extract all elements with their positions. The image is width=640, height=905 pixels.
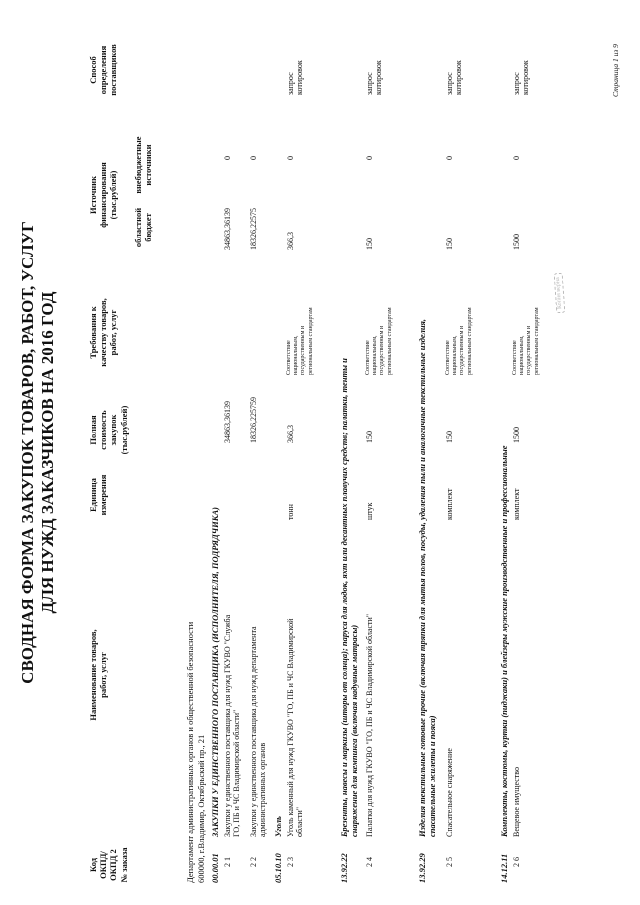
header-code-line: ОКПД/: [98, 851, 109, 879]
header-code-line: Код: [88, 857, 98, 873]
row-req-line: Соответствие: [365, 340, 371, 375]
header-extra-line: источники: [143, 144, 154, 186]
row-cost: 1500: [512, 427, 521, 443]
section-code: 00.00.01: [210, 853, 220, 883]
row-name-line: Закупки у единственного поставщика для нужд департамента: [249, 626, 258, 837]
row-req-line: национальным,: [372, 335, 379, 375]
row-unit: комплект: [445, 488, 454, 520]
section-title: ЗАКУПКИ У ЕДИНСТВЕННОГО ПОСТАВЩИКА (ИСПОЛНИТЕЛЯ, ПОДРЯДЧИКА): [210, 506, 220, 837]
row-extrabudgetary: 0: [249, 156, 258, 160]
row-name-line: ГО, ПБ и ЧС Владимирской области": [232, 709, 242, 837]
header-cost: [88, 400, 129, 460]
row-name-line: Закупки у единственного поставщика для нужд ГКУВО "Служба: [223, 614, 232, 837]
row-requirements: [365, 280, 394, 375]
header-code-line: № заказа: [118, 847, 129, 883]
row-cost: 150: [445, 431, 454, 443]
row-req-line: национальным,: [452, 335, 459, 375]
header-unit-line: измерения: [98, 474, 109, 516]
row-req-line: государственным и: [526, 325, 533, 375]
header-unit-line: Единица: [88, 478, 98, 512]
row-method-line: запрос: [286, 72, 295, 95]
row-name-line: Спасательное снаряжение: [445, 748, 454, 837]
header-code: [88, 825, 129, 905]
header-cost-line: Полная: [88, 415, 98, 445]
row-name: [286, 517, 304, 837]
row-req-line: Соответствие: [445, 340, 451, 375]
header-cost-line: закупок: [108, 414, 119, 446]
header-method-line: Способ: [88, 56, 98, 84]
header-source-line: финансирования: [98, 162, 109, 228]
row-requirements: [445, 280, 474, 375]
header-name: [88, 525, 108, 825]
header-funding-source: [88, 130, 119, 260]
header-req-line: Требования к: [88, 306, 98, 359]
section-code: 14.12.11: [499, 853, 509, 883]
header-budget-line: бюджет: [143, 213, 154, 242]
row-extrabudgetary: 0: [512, 156, 521, 160]
row-name-line: Уголь каменный для нужд ГКУВО "ГО, ПБ и ЧС Владимирской: [286, 618, 295, 837]
row-regional-budget: 1500: [512, 234, 521, 250]
section-title-line: спасательные жилеты и пояса): [426, 715, 437, 837]
row-req-line: государственным и: [459, 325, 466, 375]
row-name-line: Вещевое имущество: [512, 767, 521, 837]
header-budget-line: областной: [133, 207, 143, 248]
row-method-line: котировок: [374, 60, 384, 95]
row-req-line: государственным и: [379, 325, 386, 375]
row-method: [286, 60, 304, 95]
row-unit: штук: [365, 502, 374, 520]
section-title: [340, 7, 360, 837]
row-name: [512, 517, 521, 837]
row-name-line: административных органов: [258, 742, 268, 837]
section-title-line: Брезенты, навесы и маркизы (шторы от солнца); паруса для лодок, яхт или десантных плавучих средств; палатки, тенты и: [339, 358, 349, 837]
row-unit: комплект: [512, 488, 521, 520]
header-name-line: работ, услуг: [98, 652, 109, 698]
row-number: 2 2: [249, 857, 258, 867]
row-method: [365, 60, 383, 95]
row-req-line: региональным стандартам: [307, 307, 314, 375]
row-number: 2 6: [512, 857, 521, 867]
row-cost: 34863,36139: [223, 401, 232, 443]
page-number: Страница 1 из 9: [611, 44, 620, 97]
header-requirements: [88, 285, 119, 380]
section-title: Комплекты, костюмы, куртки (пиджаки) и блейзеры мужские производственные и профессиональные: [499, 445, 509, 837]
row-method-line: запрос: [445, 72, 454, 95]
header-source-line: Источник: [88, 176, 98, 214]
row-number: 2 3: [286, 857, 295, 867]
section-title-line: снаряжение для кемпинга (включая надувные матрасы): [348, 624, 359, 837]
row-method-line: запрос: [365, 72, 374, 95]
row-requirements: [512, 280, 541, 375]
section-title-line: Изделия текстильные готовые прочие (включая тряпки для мытья полов, посуды, удаления пыли и аналогичные текстильные изделия,: [417, 318, 427, 837]
row-name: [249, 517, 267, 837]
section-code: 05.10.10: [273, 853, 283, 883]
header-method: [88, 25, 119, 115]
row-req-line: Соответствие: [512, 340, 518, 375]
row-extrabudgetary: 0: [223, 156, 232, 160]
row-extrabudgetary: 0: [365, 156, 374, 160]
section-title: [418, 7, 438, 837]
header-code-line: ОКПД 2: [108, 849, 119, 881]
row-req-line: Соответствие: [286, 340, 292, 375]
row-name-line: Палатки для нужд ГКУВО "ГО, ПБ и ЧС Владимирской области": [365, 613, 374, 837]
organization-name: Департамент административных органов и общественной безопасности: [185, 621, 195, 883]
header-regional-budget: [133, 200, 153, 255]
section-code: 13.92.29: [417, 853, 427, 883]
row-req-line: региональным стандартам: [533, 307, 540, 375]
header-cost-line: (тыс.рублей): [118, 405, 129, 455]
header-method-line: поставщиков: [108, 44, 119, 96]
row-method: [445, 60, 463, 95]
row-number: 2 1: [223, 857, 232, 867]
header-unit: [88, 460, 108, 530]
row-unit: тонн: [286, 504, 295, 520]
header-method-line: определения: [98, 45, 109, 95]
row-req-line: региональным стандартам: [386, 307, 393, 375]
document-title-line-2: ДЛЯ НУЖД ЗАКАЗЧИКОВ НА 2016 ГОД: [38, 291, 57, 614]
header-name-line: Наименование товаров,: [88, 629, 98, 721]
section-title: Уголь: [273, 816, 283, 837]
row-regional-budget: 150: [365, 238, 374, 250]
row-regional-budget: 366,3: [286, 232, 295, 250]
row-req-line: национальным,: [293, 335, 300, 375]
header-extra-line: внебюджетные: [133, 136, 143, 194]
row-extrabudgetary: 0: [445, 156, 454, 160]
row-name: [365, 517, 374, 837]
row-regional-budget: 150: [445, 238, 454, 250]
row-number: 2 4: [365, 857, 374, 867]
row-name: [223, 517, 241, 837]
row-req-line: региональным стандартам: [466, 307, 473, 375]
row-extrabudgetary: 0: [286, 156, 295, 160]
section-code: 13.92.22: [339, 853, 349, 883]
row-number: 2 5: [445, 857, 454, 867]
row-cost: 18326,225759: [249, 397, 258, 443]
row-req-line: национальным,: [519, 335, 526, 375]
header-req-line: работ, услуг: [108, 309, 119, 356]
document-title-line-1: СВОДНАЯ ФОРМА ЗАКУПОК ТОВАРОВ, РАБОТ, УСЛУГ: [18, 221, 37, 684]
row-method-line: котировок: [454, 60, 464, 95]
row-regional-budget: 18326,22575: [249, 208, 258, 250]
organization-address: 600000, г.Владимир, Октябрьский пр., 21: [196, 734, 206, 883]
row-method-line: запрос: [512, 72, 521, 95]
row-req-line: государственным и: [300, 325, 307, 375]
row-name: [445, 517, 454, 837]
faint-stamp: Копия верна: [554, 273, 566, 313]
row-requirements: [286, 280, 315, 375]
row-name-line: области": [295, 806, 305, 837]
header-req-line: качеству товаров,: [98, 298, 109, 367]
row-regional-budget: 34863,36139: [223, 208, 232, 250]
row-cost: 366,3: [286, 425, 295, 443]
header-cost-line: стоимость: [98, 410, 109, 450]
row-method: [512, 60, 530, 95]
row-method-line: котировок: [521, 60, 531, 95]
row-cost: 150: [365, 431, 374, 443]
row-method-line: котировок: [295, 60, 305, 95]
header-extrabudgetary: [133, 130, 153, 200]
header-source-line: (тыс.рублей): [108, 170, 119, 220]
